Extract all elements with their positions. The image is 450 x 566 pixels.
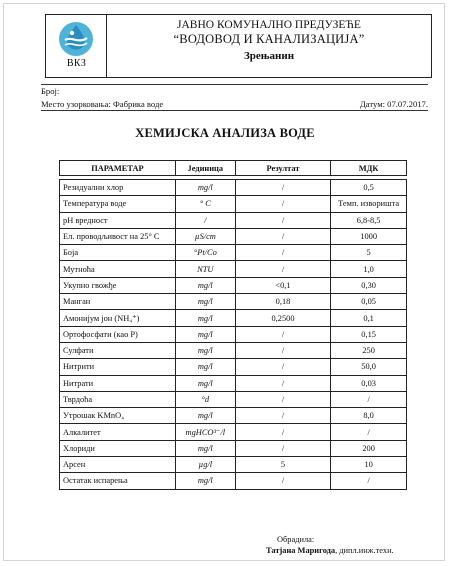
result-cell: / [235, 228, 331, 244]
header-unit: Јединица [175, 161, 235, 176]
result-cell: <0,1 [235, 277, 331, 293]
table-row [60, 424, 407, 440]
document-number-label: Број: [41, 86, 60, 96]
unit-cell: mg/l [175, 180, 235, 196]
header-result: Резултат [235, 161, 331, 176]
unit-cell: °d [175, 391, 235, 407]
unit-cell: mg/l [175, 310, 235, 326]
table-row [60, 440, 407, 456]
mdk-cell: 0,1 [331, 310, 407, 326]
parameter-cell: Арсен [60, 457, 176, 473]
water-drop-logo-icon [57, 20, 95, 58]
parameter-cell: Нитрати [60, 375, 176, 391]
table-row [60, 245, 407, 261]
table-row [60, 294, 407, 310]
company-name: “ВОДОВОД И КАНАЛИЗАЦИЈА” [173, 32, 365, 46]
table-row [60, 310, 407, 326]
result-cell: / [235, 473, 331, 489]
prepared-by-name [266, 546, 394, 555]
letterhead [45, 14, 432, 78]
parameter-cell: Манган [60, 294, 176, 310]
parameter-cell: Боја [60, 245, 176, 261]
mdk-cell: 0,15 [331, 326, 407, 342]
table-row [60, 180, 407, 196]
sampling-location: Место узорковања: Фабрика воде [41, 99, 164, 109]
unit-cell: mgHCO³⁻/l [175, 424, 235, 440]
header-parameter: ПАРАМЕТАР [60, 161, 176, 176]
company-name-block [107, 19, 431, 65]
mdk-cell: 250 [331, 342, 407, 358]
table-row [60, 473, 407, 489]
prepared-by-label: Обрадила: [277, 535, 315, 544]
parameter-cell: Ортофосфати (као P) [60, 326, 176, 342]
analyst-name: Татјана Маригода [266, 546, 336, 555]
parameter-cell: Амонијум јон (NH₄⁺) [60, 310, 176, 326]
mdk-cell: 0,5 [331, 180, 407, 196]
mdk-cell: 0,05 [331, 294, 407, 310]
unit-cell: mg/l [175, 342, 235, 358]
mdk-cell: 5 [331, 245, 407, 261]
table-row [60, 196, 407, 212]
company-type: ЈАВНО КОМУНАЛНО ПРЕДУЗЕЋЕ [177, 19, 361, 31]
unit-cell: mg/l [175, 473, 235, 489]
parameter-cell: Резидуални хлор [60, 180, 176, 196]
mdk-cell: 0,03 [331, 375, 407, 391]
table-row [60, 375, 407, 391]
parameter-cell: Температура воде [60, 196, 176, 212]
parameter-cell: Нитрити [60, 359, 176, 375]
result-cell: / [235, 424, 331, 440]
result-cell: / [235, 196, 331, 212]
parameter-cell: Хлориди [60, 440, 176, 456]
company-logo [46, 15, 107, 77]
table-row [60, 359, 407, 375]
unit-cell: µg/l [175, 457, 235, 473]
result-cell: 0,2500 [235, 310, 331, 326]
result-cell: 0,18 [235, 294, 331, 310]
result-cell: / [235, 440, 331, 456]
mdk-cell: Темп. изворишта [331, 196, 407, 212]
result-cell: / [235, 212, 331, 228]
result-cell: / [235, 342, 331, 358]
unit-cell: mg/l [175, 375, 235, 391]
mdk-cell: / [331, 391, 407, 407]
mdk-cell: 200 [331, 440, 407, 456]
unit-cell: NTU [175, 261, 235, 277]
table-row [60, 326, 407, 342]
mdk-cell: 10 [331, 457, 407, 473]
unit-cell: mg/l [175, 294, 235, 310]
result-cell: / [235, 391, 331, 407]
sampling-info-row [41, 99, 428, 111]
result-cell: / [235, 261, 331, 277]
parameter-cell: Укупно гвожђе [60, 277, 176, 293]
unit-cell: mg/l [175, 440, 235, 456]
parameter-cell: Мутноћа [60, 261, 176, 277]
parameter-cell: pH вредност [60, 212, 176, 228]
mdk-cell: 8,0 [331, 408, 407, 424]
result-cell: / [235, 326, 331, 342]
table-row [60, 457, 407, 473]
table-header-row [60, 161, 407, 176]
analyst-title: , дипл.инж.техн. [335, 546, 394, 555]
table-row [60, 342, 407, 358]
unit-cell: °Pt/Co [175, 245, 235, 261]
mdk-cell: 0,30 [331, 277, 407, 293]
table-row [60, 408, 407, 424]
result-cell: / [235, 180, 331, 196]
unit-cell: / [175, 212, 235, 228]
analysis-date: Датум: 07.07.2017. [359, 99, 428, 109]
unit-cell: mg/l [175, 408, 235, 424]
table-row [60, 228, 407, 244]
logo-text: ВКЗ [66, 58, 87, 69]
analysis-table [59, 160, 407, 490]
parameter-cell: Тврдоћа [60, 391, 176, 407]
mdk-cell: 1000 [331, 228, 407, 244]
page-title: ХЕМИЈСКА АНАЛИЗА ВОДЕ [135, 126, 315, 140]
mdk-cell: / [331, 424, 407, 440]
parameter-cell: Алкалитет [60, 424, 176, 440]
mdk-cell: / [331, 473, 407, 489]
table-body [60, 180, 407, 490]
company-city: Зрењанин [243, 50, 295, 62]
parameter-cell: Ел. проводљивост на 25° C [60, 228, 176, 244]
parameter-cell: Остатак испарења [60, 473, 176, 489]
unit-cell: mg/l [175, 326, 235, 342]
result-cell: / [235, 359, 331, 375]
table-row [60, 261, 407, 277]
result-cell: / [235, 245, 331, 261]
unit-cell: mg/l [175, 359, 235, 375]
mdk-cell: 6,8-8,5 [331, 212, 407, 228]
table-row [60, 277, 407, 293]
mdk-cell: 50,0 [331, 359, 407, 375]
unit-cell: mg/l [175, 277, 235, 293]
table-row [60, 212, 407, 228]
mdk-cell: 1,0 [331, 261, 407, 277]
parameter-cell: Сулфати [60, 342, 176, 358]
header-mdk: МДК [331, 161, 407, 176]
unit-cell: µS/cm [175, 228, 235, 244]
unit-cell: ° C [175, 196, 235, 212]
result-cell: / [235, 408, 331, 424]
result-cell: / [235, 375, 331, 391]
divider-top [41, 84, 428, 85]
result-cell: 5 [235, 457, 331, 473]
table-row [60, 391, 407, 407]
parameter-cell: Утрошак KMnO₄ [60, 408, 176, 424]
